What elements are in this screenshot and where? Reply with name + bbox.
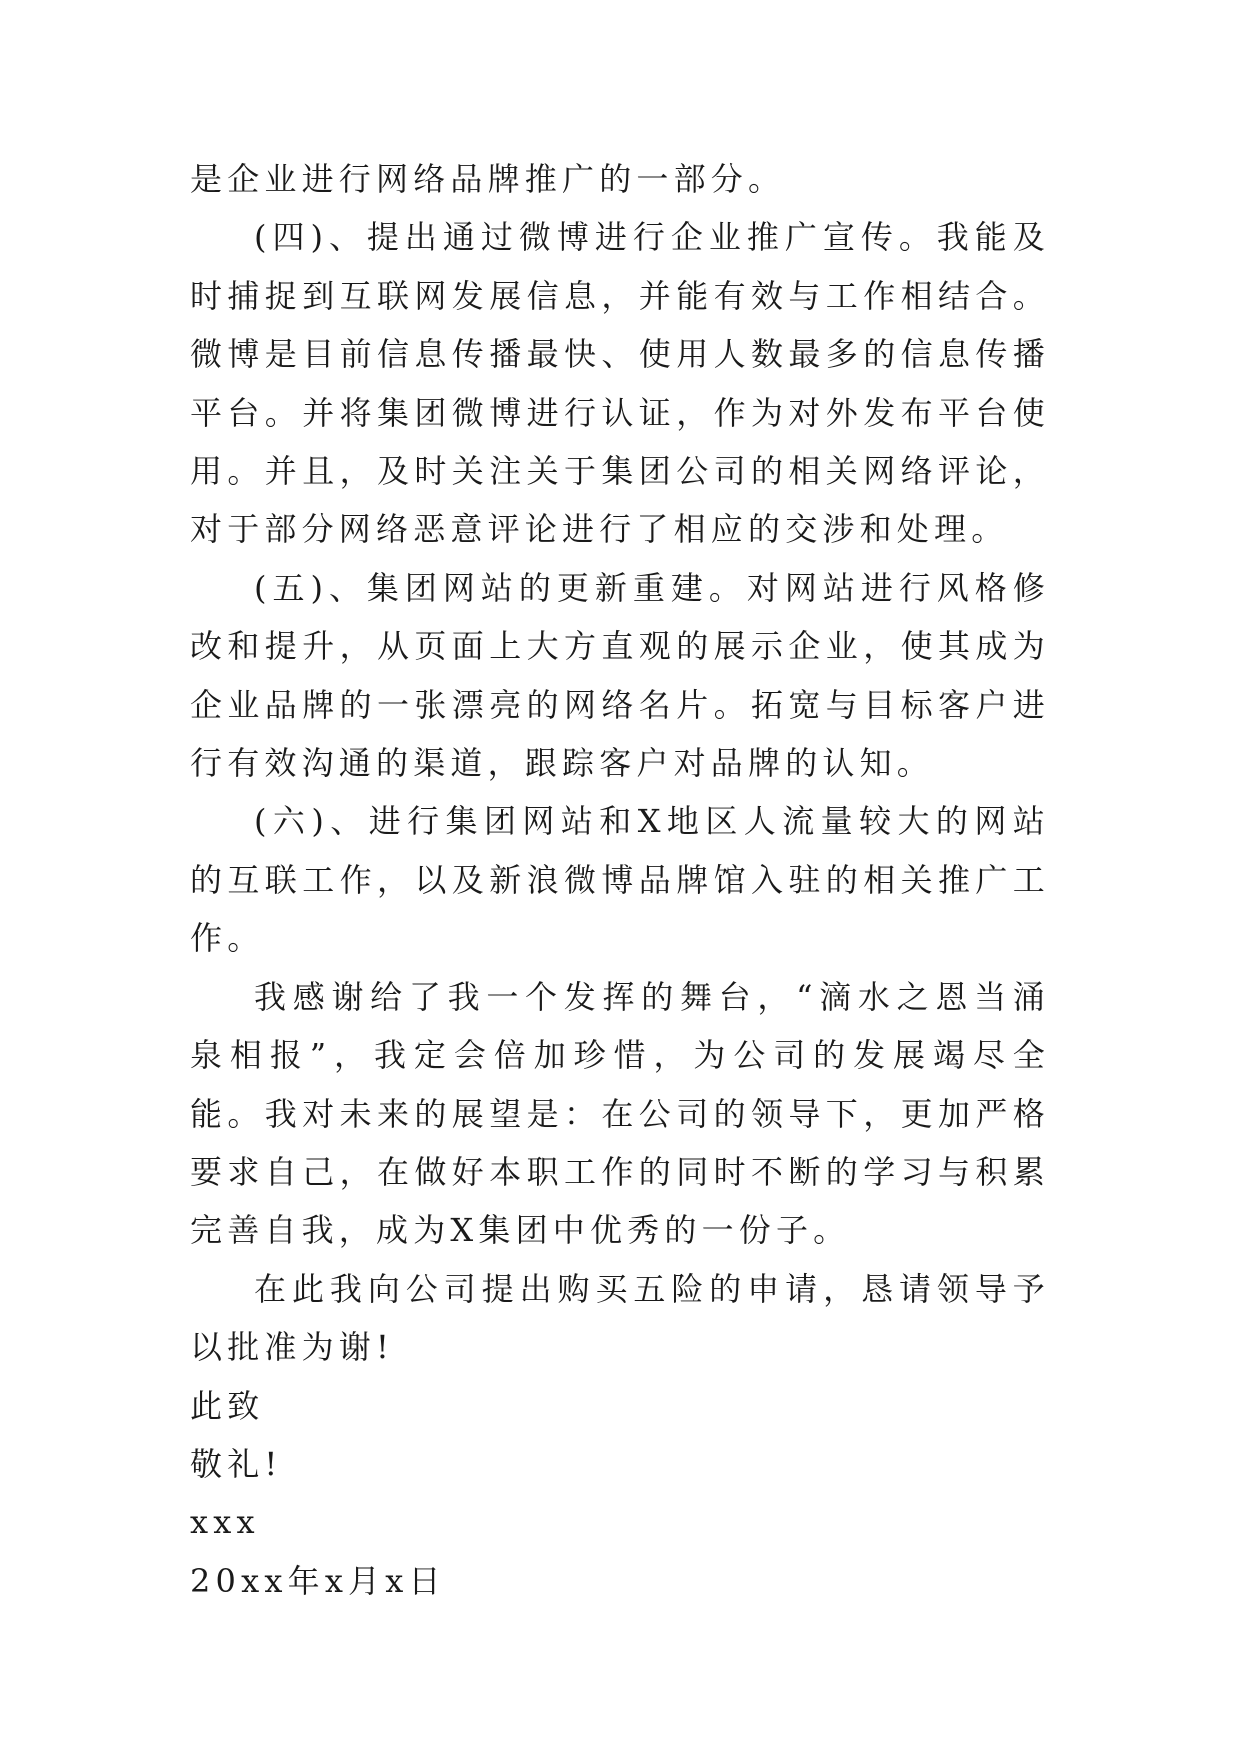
document-body (190, 150, 1050, 1610)
date-line: 20xx年x月x日 (190, 1561, 446, 1600)
paragraph-item-6: (六)、进行集团网站和X地区人流量较大的网站的互联工作，以及新浪微博品牌馆入驻的相关推广工作。 (190, 802, 1050, 958)
paragraph-item-4: (四)、提出通过微博进行企业推广宣传。我能及时捕捉到互联网发展信息，并能有效与工作相结合。微博是目前信息传播最快、使用人数最多的信息传播平台。并将集团微博进行认证，作为对外发布平台使用。并且，及时关注关于集团公司的相关网络评论，对于部分网络恶意评论进行了相应的交涉和处理。 (190, 218, 1050, 549)
paragraph-continuation: 是企业进行网络品牌推广的一部分。 (190, 160, 786, 198)
paragraph-request: 在此我向公司提出购买五险的申请，恳请领导予以批准为谢! (190, 1269, 1050, 1367)
closing-salutation-1: 此致 (190, 1386, 265, 1425)
closing-salutation-2: 敬礼! (190, 1444, 283, 1483)
paragraph-gratitude: 我感谢给了我一个发挥的舞台，“滴水之恩当涌泉相报”，我定会倍加珍惜，为公司的发展竭尽全能。我对未来的展望是：在公司的领导下，更加严格要求自己，在做好本职工作的同时不断的学习与积累完善自我，成为X集团中优秀的一份子。 (190, 977, 1050, 1250)
paragraph-item-5: (五)、集团网站的更新重建。对网站进行风格修改和提升，从页面上大方直观的展示企业，使其成为企业品牌的一张漂亮的网络名片。拓宽与目标客户进行有效沟通的渠道，跟踪客户对品牌的认知。 (190, 568, 1050, 783)
signature: xxx (190, 1503, 260, 1542)
